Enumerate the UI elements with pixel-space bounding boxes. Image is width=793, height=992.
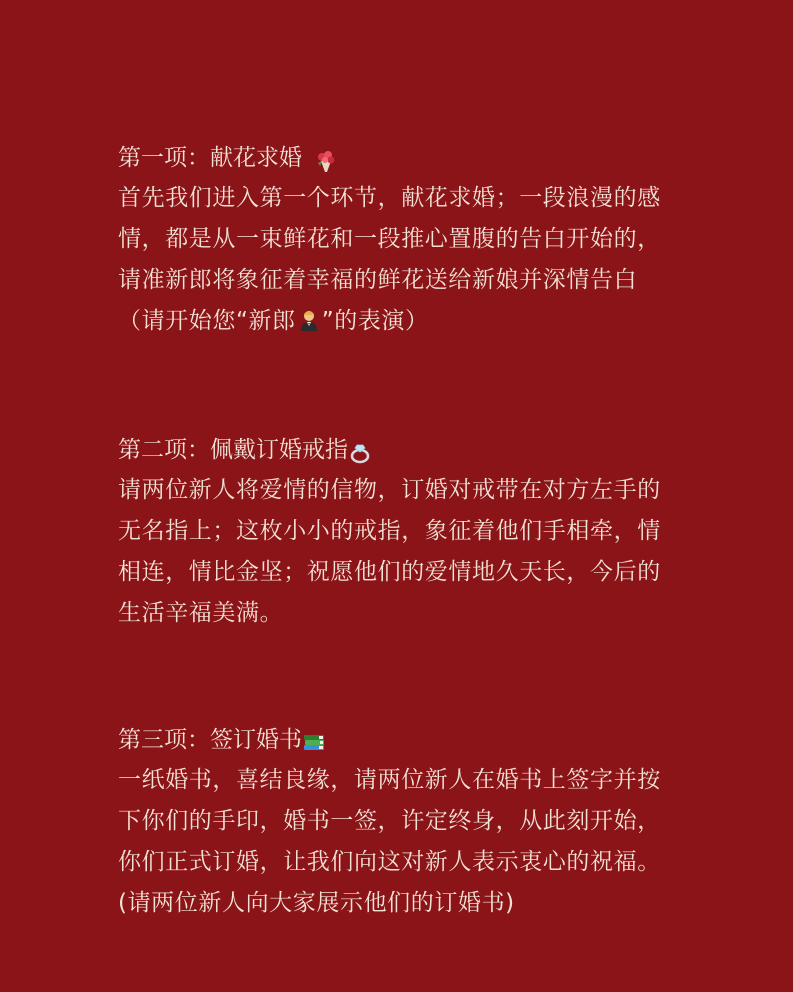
paragraph-line-with-icon	[118, 301, 693, 342]
section-title	[118, 430, 693, 470]
section-title-text: 第二项：佩戴订婚戒指	[118, 437, 348, 463]
paragraph-line: 无名指上；这枚小小的戒指，象征着他们手相牵，情	[118, 518, 661, 544]
section-ring	[118, 430, 693, 634]
paragraph-line: 首先我们进入第一个环节，献花求婚；一段浪漫的感	[118, 185, 661, 211]
bouquet-icon	[314, 146, 338, 170]
paragraph-line: 你们正式订婚，让我们向这对新人表示衷心的祝福。	[118, 849, 661, 875]
section-proposal	[118, 138, 693, 342]
section-title	[118, 138, 693, 178]
section-title-text: 第一项：献花求婚	[118, 145, 302, 171]
paragraph-line: (请两位新人向大家展示他们的订婚书)	[118, 890, 515, 916]
line-text-after: ”的表演）	[321, 308, 429, 334]
paragraph-line: 请准新郎将象征着幸福的鲜花送给新娘并深情告白	[118, 267, 638, 293]
books-icon	[302, 728, 326, 752]
section-title	[118, 720, 693, 760]
line-text-before: （请开始您“新郎	[118, 308, 296, 334]
paragraph-line: 下你们的手印，婚书一签，许定终身，从此刻开始，	[118, 808, 661, 834]
paragraph-line: 生活辛福美满。	[118, 600, 284, 626]
paragraph-line: 相连，情比金坚；祝愿他们的爱情地久天长，今后的	[118, 559, 661, 585]
paragraph-line: 情，都是从一束鲜花和一段推心置腹的告白开始的，	[118, 226, 661, 252]
paragraph-line: 一纸婚书，喜结良缘，请两位新人在婚书上签字并按	[118, 767, 661, 793]
section-marriage-certificate	[118, 720, 693, 924]
groom-icon	[298, 304, 320, 326]
section-title-text: 第三项：签订婚书	[118, 727, 302, 753]
ring-icon	[348, 438, 372, 462]
paragraph-line: 请两位新人将爱情的信物，订婚对戒带在对方左手的	[118, 477, 661, 503]
